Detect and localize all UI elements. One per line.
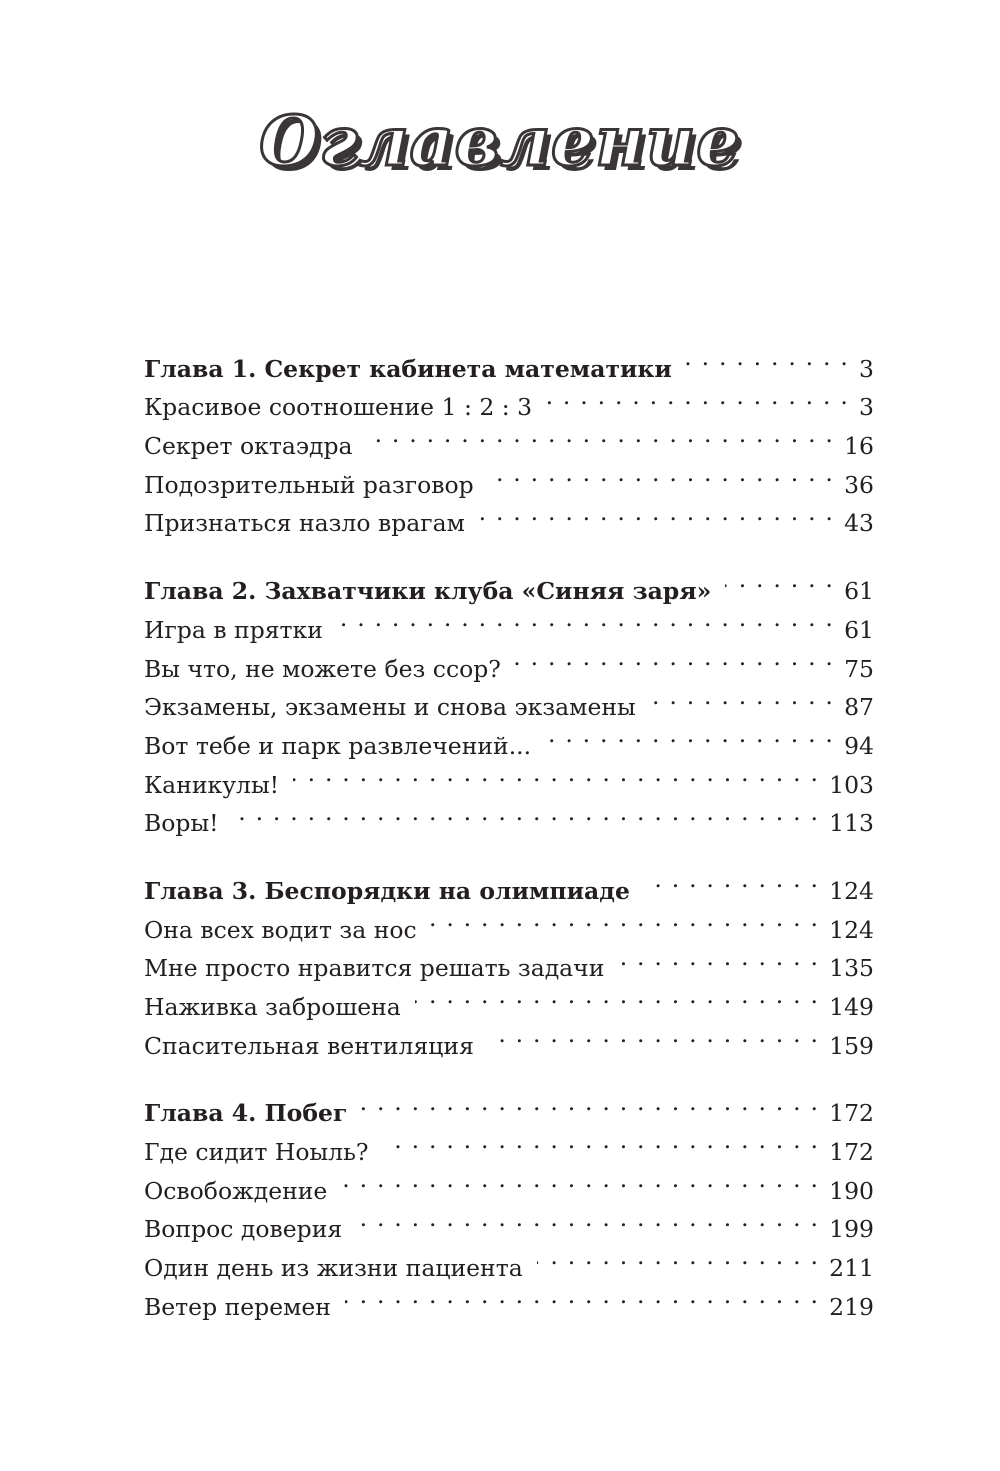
toc-entry-title: Признаться назло врагам	[144, 509, 465, 538]
toc-page-number: 3	[859, 393, 874, 422]
chapter-1	[144, 338, 874, 538]
dot-leader	[367, 415, 835, 454]
page-title: Оглавление	[259, 102, 741, 182]
toc-page-number: 61	[844, 577, 874, 606]
dot-leader	[233, 793, 820, 832]
dot-leader	[537, 1237, 819, 1276]
toc-page-number: 3	[859, 354, 874, 383]
dot-leader	[650, 677, 834, 716]
toc-page-number: 149	[829, 993, 874, 1021]
dot-leader	[488, 454, 834, 493]
toc-entry-title: Один день из жизни пациента	[144, 1254, 523, 1283]
toc-entry-title: Освобождение	[144, 1176, 328, 1205]
toc-entry-title: Воры!	[144, 809, 219, 838]
toc-page-number: 219	[829, 1292, 874, 1321]
toc-entry-title: Секрет октаэдра	[144, 432, 353, 461]
toc-entry-title: Игра в прятки	[144, 615, 323, 644]
toc-page-number: 190	[829, 1176, 874, 1205]
dot-leader	[725, 560, 834, 599]
toc-entry-title: Глава 4. Побег	[144, 1099, 348, 1128]
toc-page-number: 16	[844, 432, 874, 461]
toc-page-number: 135	[829, 954, 874, 983]
toc-entry-title: Глава 3. Беспорядки на олимпиаде	[144, 876, 630, 905]
dot-leader	[479, 493, 834, 532]
dot-leader	[644, 860, 819, 899]
toc-entry-title: Подозрительный разговор	[144, 470, 474, 499]
dot-leader	[618, 938, 819, 977]
toc-entry-title: Вот тебе и парк развлечений...	[144, 731, 532, 760]
toc-page-number: 172	[829, 1138, 874, 1167]
chapter-3	[144, 860, 874, 1060]
dot-leader	[431, 899, 819, 938]
toc-entry-title: Ветер перемен	[144, 1292, 331, 1321]
toc-page-number: 113	[829, 809, 874, 838]
dot-leader	[345, 1276, 819, 1315]
toc-entry-title: Экзамены, экзамены и снова экзамены	[144, 693, 636, 722]
toc-entry-title: Мне просто нравится решать задачи	[144, 954, 605, 983]
toc-entry-title: Спасительная вентиляция	[144, 1031, 474, 1060]
toc-entry-title: Глава 1. Секрет кабинета математики	[144, 354, 672, 383]
toc-chapter-heading[interactable]	[144, 860, 874, 905]
toc-page-number: 103	[829, 770, 874, 799]
toc-page-number: 199	[829, 1215, 874, 1244]
dot-leader	[383, 1121, 820, 1160]
toc-page-number: 172	[829, 1099, 874, 1128]
toc-entry-title: Вопрос доверия	[144, 1215, 343, 1244]
toc-page-number: 87	[844, 693, 874, 722]
toc-page-number: 124	[829, 876, 874, 905]
toc-page-number: 94	[844, 731, 874, 760]
dot-leader	[515, 638, 834, 677]
chapter-2	[144, 560, 874, 838]
toc-page-number: 61	[844, 615, 874, 644]
toc-chapter-heading[interactable]	[144, 560, 874, 606]
toc-page-number: 36	[844, 470, 874, 499]
toc-entry-title: Красивое соотношение 1 : 2 : 3	[144, 393, 533, 422]
dot-leader	[546, 377, 849, 416]
toc-page-number: 159	[829, 1031, 874, 1060]
chapter-4	[144, 1083, 874, 1321]
toc-page-number: 43	[844, 509, 874, 538]
dot-leader	[356, 1199, 819, 1238]
dot-leader	[686, 338, 849, 377]
toc-entry-title: Вы что, не можете без ссор?	[144, 654, 501, 683]
toc-entry[interactable]	[144, 793, 874, 838]
table-of-contents	[144, 338, 874, 1321]
dot-leader	[337, 599, 834, 638]
toc-entry-title: Наживка заброшена	[144, 993, 401, 1021]
dot-leader	[341, 1160, 819, 1199]
toc-page-number: 124	[829, 915, 874, 944]
toc-entry-title: Она всех водит за нос	[144, 915, 417, 944]
dot-leader	[488, 1015, 819, 1054]
dot-leader	[545, 715, 834, 754]
toc-chapter-heading[interactable]	[144, 1083, 874, 1128]
toc-chapter-heading[interactable]	[144, 338, 874, 383]
toc-entry-title: Где сидит Ноыль?	[144, 1138, 369, 1167]
toc-page-number: 75	[844, 654, 874, 683]
toc-page-number: 211	[829, 1254, 874, 1283]
title-area	[0, 102, 1000, 182]
dot-leader	[415, 976, 819, 1015]
dot-leader	[293, 754, 819, 793]
toc-entry-title: Каникулы!	[144, 770, 280, 799]
dot-leader	[361, 1083, 819, 1122]
toc-entry-title: Глава 2. Захватчики клуба «Синяя заря»	[144, 577, 712, 606]
